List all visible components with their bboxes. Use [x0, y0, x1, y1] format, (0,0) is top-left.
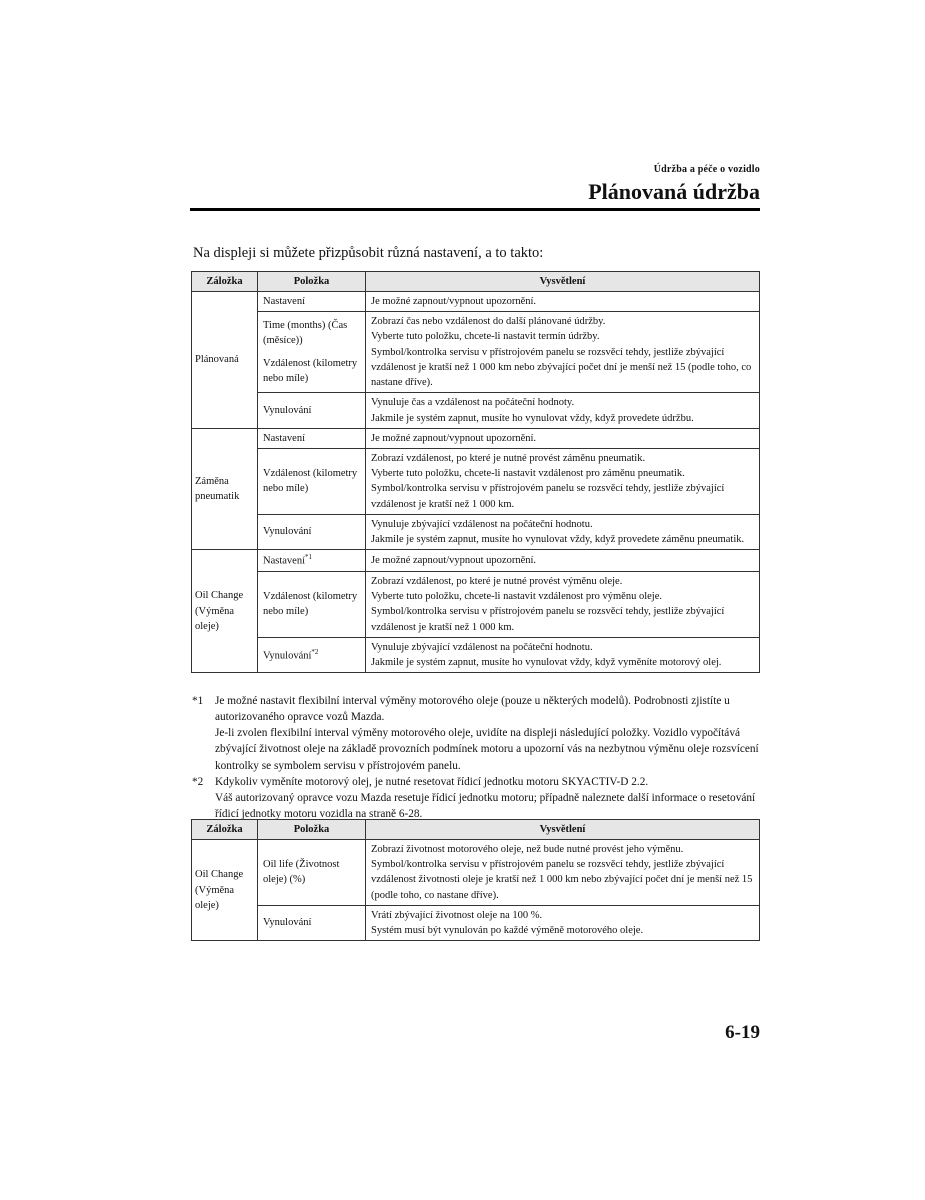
- footnote-mark: *1: [192, 695, 204, 707]
- header-tab: Záložka: [192, 272, 258, 292]
- tab-cell: Plánovaná: [192, 292, 258, 429]
- intro-text: Na displeji si můžete přizpůsobit různá nastavení, a to takto:: [193, 245, 544, 261]
- tab-cell: Záměna pneumatik: [192, 428, 258, 550]
- table-row: [192, 637, 760, 672]
- item-cell: Vynulování$^{*2}$: [258, 637, 366, 672]
- desc-cell: Zobrazí životnost motorového oleje, než bude nutné provést jeho výměnu. Symbol/kontrolka servisu v přístrojovém panelu se rozsvěcí tehdy, jestliže zbývající vzdálenost životnosti oleje je kratší než 1 000 km nebo zbývající počet dní je menší než 15 (podle toho, co nastane dříve).: [366, 840, 760, 906]
- footnote-mark: *2: [192, 775, 204, 788]
- item-cell: Vzdálenost (kilometry nebo míle): [258, 448, 366, 514]
- table-row: [192, 312, 760, 393]
- settings-table: [191, 271, 760, 673]
- page-title: Plánovaná údržba: [588, 179, 760, 204]
- page-header: [190, 164, 760, 205]
- header-tab: Záložka: [192, 820, 258, 840]
- header-explanation: Vysvětlení: [366, 820, 760, 840]
- item-cell: Oil life (Životnost oleje) (%): [258, 840, 366, 906]
- desc-cell: Zobrazí čas nebo vzdálenost do další plánované údržby. Vyberte tuto položku, chcete-li nastavit termín údržby. Symbol/kontrolka servisu v přístrojovém panelu se rozsvěcí tehdy, jestliže zbývající vzdálenost je kratší než 1 000 km nebo zbývající počet dní je menší než 15 (podle toho, co nastane dříve).: [366, 312, 760, 393]
- table-row: [192, 840, 760, 906]
- table-row: [192, 393, 760, 428]
- section-name: Údržba a péče o vozidlo: [653, 164, 760, 175]
- desc-cell: Je možné zapnout/vypnout upozornění.: [366, 550, 760, 572]
- oil-life-table: [191, 819, 760, 941]
- desc-cell: Vynuluje čas a vzdálenost na počáteční hodnoty. Jakmile je systém zapnut, musíte ho vynulovat vždy, když provedete údržbu.: [366, 393, 760, 428]
- header-explanation: Vysvětlení: [366, 272, 760, 292]
- tab-cell: Oil Change (Výměna oleje): [192, 840, 258, 941]
- item-cell: Nastavení: [258, 428, 366, 448]
- table-row: [192, 514, 760, 549]
- item-cell: Nastavení$^{*1}$: [258, 550, 366, 572]
- desc-cell: Je možné zapnout/vypnout upozornění.: [366, 428, 760, 448]
- footnote-mark: *2: [311, 647, 319, 656]
- desc-cell: Vynuluje zbývající vzdálenost na počáteční hodnotu. Jakmile je systém zapnut, musíte ho vynulovat vždy, když vyměníte motorový olej.: [366, 637, 760, 672]
- item-cell: Time (months) (Čas (měsíce)) Vzdálenost (kilometry nebo míle): [258, 312, 366, 393]
- item-cell: Vynulování: [258, 514, 366, 549]
- item-cell: Vynulování: [258, 905, 366, 940]
- header-item: Položka: [258, 820, 366, 840]
- header-rule: [190, 208, 760, 211]
- desc-cell: Zobrazí vzdálenost, po které je nutné provést výměnu oleje. Vyberte tuto položku, chcete-li nastavit vzdálenost pro výměnu oleje. Symbol/kontrolka servisu v přístrojovém panelu se rozsvěcí tehdy, jestliže zbývající vzdálenost je kratší než 1 000 km.: [366, 572, 760, 638]
- item-cell: Nastavení: [258, 292, 366, 312]
- tab-cell: Oil Change (Výměna oleje): [192, 550, 258, 673]
- table-row: [192, 292, 760, 312]
- table-row: [192, 905, 760, 940]
- header-item: Položka: [258, 272, 366, 292]
- table-header-row: [192, 820, 760, 840]
- desc-cell: Vynuluje zbývající vzdálenost na počáteční hodnotu. Jakmile je systém zapnut, musíte ho vynulovat vždy, když provedete záměnu pneumatik.: [366, 514, 760, 549]
- table-row: [192, 448, 760, 514]
- desc-cell: Vrátí zbývající životnost oleje na 100 %. Systém musí být vynulován po každé výměně motorového oleje.: [366, 905, 760, 940]
- footnote: *2 Kdykoliv vyměníte motorový olej, je nutné resetovat řídicí jednotku motoru SKYACTIV-D 2.2. Váš autorizovaný opravce vozu Mazda resetuje řídicí jednotku motoru; případně naleznete další informace o resetování řídicí jednotky motoru vozidla na straně 6-28.: [192, 775, 756, 820]
- desc-cell: Zobrazí vzdálenost, po které je nutné provést záměnu pneumatik. Vyberte tuto položku, chcete-li nastavit vzdálenost pro záměnu pneumatik. Symbol/kontrolka servisu v přístrojovém panelu se rozsvěcí tehdy, jestliže zbývající vzdálenost je kratší než 1 000 km.: [366, 448, 760, 514]
- table-row: [192, 572, 760, 638]
- table-row: [192, 550, 760, 572]
- table-row: [192, 428, 760, 448]
- desc-cell: Je možné zapnout/vypnout upozornění.: [366, 292, 760, 312]
- item-cell: Vynulování: [258, 393, 366, 428]
- table-header-row: [192, 272, 760, 292]
- footnote-mark: *1: [305, 553, 312, 562]
- item-cell: Vzdálenost (kilometry nebo míle): [258, 572, 366, 638]
- footnotes: [192, 693, 762, 822]
- page-number: 6-19: [725, 1022, 760, 1043]
- footnote: *1 Je možné nastavit flexibilní interval výměny motorového oleje (pouze u některých modelů). Podrobnosti zjistíte u autorizovaného opravce vozů Mazda. Je-li zvolen flexibilní interval výměny motorového oleje, uvidíte na displeji následující položky. Vozidlo vypočítává zbývající životnost oleje na základě provozních podmínek motoru a upozorní vás na nezbytnou výměnu oleje rozsvícení kontrolky se symbolem servisu v přístrojovém panelu.: [192, 695, 759, 772]
